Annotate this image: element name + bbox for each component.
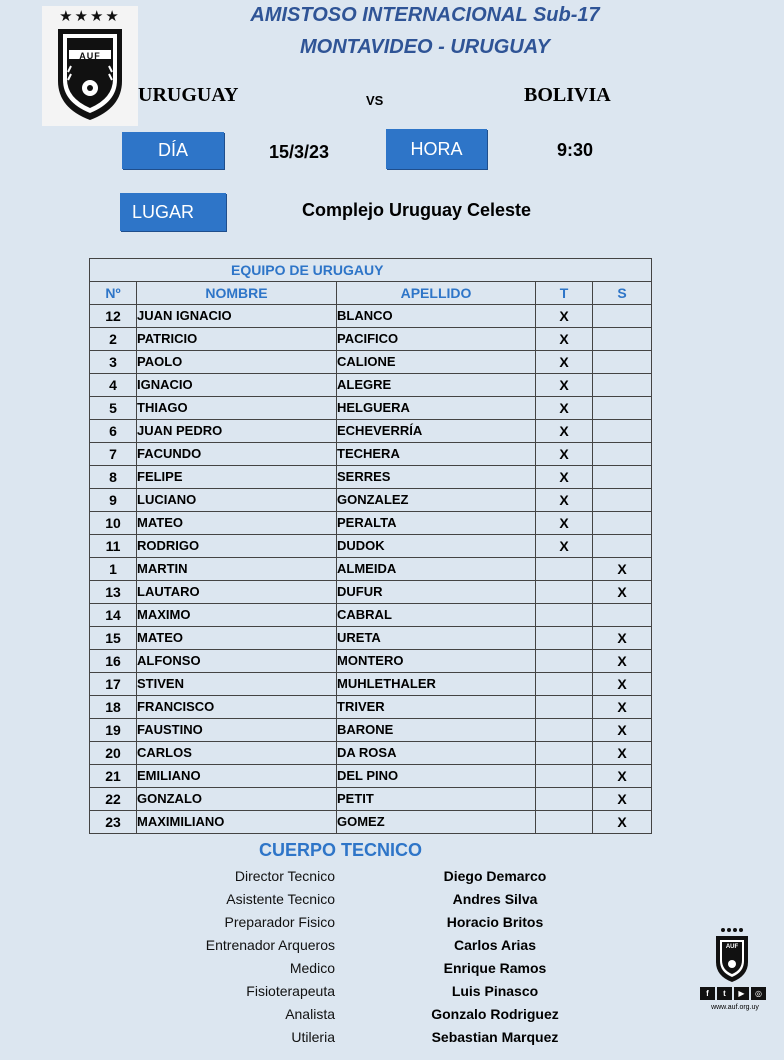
player-number: 12 — [90, 305, 137, 328]
substitute-mark: X — [593, 558, 652, 581]
instagram-icon[interactable]: ◎ — [751, 987, 766, 1000]
roster-table — [89, 258, 652, 834]
substitute-mark — [593, 328, 652, 351]
table-row — [90, 558, 652, 581]
substitute-mark — [593, 420, 652, 443]
substitute-mark: X — [593, 719, 652, 742]
player-number: 23 — [90, 811, 137, 834]
player-number: 3 — [90, 351, 137, 374]
crest-stars: ★★★★ — [59, 8, 121, 25]
player-surname: PACIFICO — [337, 328, 536, 351]
substitute-mark: X — [593, 765, 652, 788]
player-surname: DA ROSA — [337, 742, 536, 765]
table-row — [90, 443, 652, 466]
starter-mark — [536, 742, 593, 765]
table-row — [90, 719, 652, 742]
staff-role: Fisioterapeuta — [246, 983, 335, 999]
player-number: 19 — [90, 719, 137, 742]
table-row — [90, 696, 652, 719]
facebook-icon[interactable]: f — [700, 987, 715, 1000]
player-name: MATEO — [137, 627, 337, 650]
player-name: FRANCISCO — [137, 696, 337, 719]
player-surname: CALIONE — [337, 351, 536, 374]
column-header-row — [90, 282, 652, 305]
table-row — [90, 535, 652, 558]
player-number: 18 — [90, 696, 137, 719]
player-surname: ALMEIDA — [337, 558, 536, 581]
starter-mark — [536, 558, 593, 581]
place-value: Complejo Uruguay Celeste — [302, 200, 532, 220]
substitute-mark: X — [593, 811, 652, 834]
player-name: STIVEN — [137, 673, 337, 696]
starter-mark — [536, 765, 593, 788]
substitute-mark: X — [593, 581, 652, 604]
player-name: JUAN PEDRO — [137, 420, 337, 443]
player-surname: PETIT — [337, 788, 536, 811]
starter-mark: X — [536, 397, 593, 420]
substitute-mark — [593, 489, 652, 512]
staff-role: Director Tecnico — [234, 868, 335, 884]
table-row — [90, 328, 652, 351]
substitute-mark — [593, 305, 652, 328]
player-surname: BARONE — [337, 719, 536, 742]
player-surname: TECHERA — [337, 443, 536, 466]
player-name: MAXIMO — [137, 604, 337, 627]
player-surname: MUHLETHALER — [337, 673, 536, 696]
match-title: AMISTOSO INTERNACIONAL Sub-17 — [250, 4, 600, 26]
staff-role: Entrenador Arqueros — [205, 937, 335, 953]
player-name: FACUNDO — [137, 443, 337, 466]
player-number: 5 — [90, 397, 137, 420]
table-row — [90, 512, 652, 535]
away-team: BOLIVIA — [524, 84, 611, 106]
player-surname: ALEGRE — [337, 374, 536, 397]
staff-role: Preparador Fisico — [224, 914, 335, 930]
player-name: JUAN IGNACIO — [137, 305, 337, 328]
player-number: 8 — [90, 466, 137, 489]
player-surname: MONTERO — [337, 650, 536, 673]
team-header-row — [90, 259, 652, 282]
vs-label: VS — [366, 93, 384, 108]
substitute-mark — [593, 374, 652, 397]
player-number: 2 — [90, 328, 137, 351]
table-row — [90, 374, 652, 397]
player-name: RODRIGO — [137, 535, 337, 558]
staff-name: Andres Silva — [452, 891, 538, 907]
staff-role: Utileria — [291, 1029, 335, 1045]
player-surname: CABRAL — [337, 604, 536, 627]
player-number: 14 — [90, 604, 137, 627]
staff-name: Horacio Britos — [446, 914, 544, 930]
starter-mark — [536, 788, 593, 811]
starter-mark — [536, 650, 593, 673]
col-header-name: NOMBRE — [137, 282, 337, 305]
col-header-num: Nº — [90, 282, 137, 305]
starter-mark: X — [536, 351, 593, 374]
table-row — [90, 811, 652, 834]
twitter-icon[interactable]: t — [717, 987, 732, 1000]
player-number: 10 — [90, 512, 137, 535]
starter-mark: X — [536, 328, 593, 351]
player-number: 1 — [90, 558, 137, 581]
staff-title: CUERPO TECNICO — [259, 840, 423, 860]
starter-mark: X — [536, 443, 593, 466]
player-name: IGNACIO — [137, 374, 337, 397]
player-number: 4 — [90, 374, 137, 397]
social-icons — [700, 987, 766, 1000]
player-number: 20 — [90, 742, 137, 765]
player-surname: GOMEZ — [337, 811, 536, 834]
staff-name: Enrique Ramos — [443, 960, 547, 976]
player-surname: URETA — [337, 627, 536, 650]
starter-mark: X — [536, 489, 593, 512]
player-surname: DUDOK — [337, 535, 536, 558]
substitute-mark — [593, 397, 652, 420]
staff-name: Sebastian Marquez — [431, 1029, 559, 1045]
time-value: 9:30 — [557, 140, 594, 160]
table-row — [90, 650, 652, 673]
starter-mark: X — [536, 535, 593, 558]
player-name: ALFONSO — [137, 650, 337, 673]
staff-name: Gonzalo Rodriguez — [431, 1006, 559, 1022]
time-label-box: HORA — [386, 129, 487, 169]
starter-mark — [536, 811, 593, 834]
player-number: 17 — [90, 673, 137, 696]
starter-mark — [536, 581, 593, 604]
table-row — [90, 673, 652, 696]
substitute-mark — [593, 443, 652, 466]
substitute-mark — [593, 351, 652, 374]
player-name: MAXIMILIANO — [137, 811, 337, 834]
starter-mark: X — [536, 466, 593, 489]
staff-name: Carlos Arias — [454, 937, 536, 953]
player-name: FAUSTINO — [137, 719, 337, 742]
day-label-box: DÍA — [122, 132, 224, 169]
player-number: 15 — [90, 627, 137, 650]
table-row — [90, 351, 652, 374]
substitute-mark: X — [593, 650, 652, 673]
player-name: LAUTARO — [137, 581, 337, 604]
table-row — [90, 305, 652, 328]
youtube-icon[interactable]: ▶ — [734, 987, 749, 1000]
substitute-mark: X — [593, 627, 652, 650]
starter-mark — [536, 627, 593, 650]
starter-mark — [536, 673, 593, 696]
player-number: 7 — [90, 443, 137, 466]
staff-role: Medico — [289, 960, 335, 976]
staff-name: Luis Pinasco — [451, 983, 539, 999]
crest-letters: AUF — [79, 51, 101, 61]
substitute-mark: X — [593, 673, 652, 696]
player-number: 21 — [90, 765, 137, 788]
table-row — [90, 420, 652, 443]
small-crest-icon — [714, 926, 750, 984]
table-row — [90, 627, 652, 650]
table-row — [90, 788, 652, 811]
player-surname: PERALTA — [337, 512, 536, 535]
player-surname: HELGUERA — [337, 397, 536, 420]
player-number: 6 — [90, 420, 137, 443]
player-number: 13 — [90, 581, 137, 604]
table-row — [90, 765, 652, 788]
small-crest-letters: AUF — [725, 944, 739, 950]
player-name: PAOLO — [137, 351, 337, 374]
substitute-mark: X — [593, 696, 652, 719]
table-row — [90, 581, 652, 604]
player-surname: DEL PINO — [337, 765, 536, 788]
player-name: FELIPE — [137, 466, 337, 489]
staff-role: Asistente Tecnico — [226, 891, 335, 907]
player-surname: SERRES — [337, 466, 536, 489]
home-team: URUGUAY — [138, 84, 239, 106]
starter-mark: X — [536, 420, 593, 443]
starter-mark: X — [536, 305, 593, 328]
player-name: THIAGO — [137, 397, 337, 420]
website-link[interactable]: www.auf.org.uy — [711, 1004, 759, 1011]
player-number: 11 — [90, 535, 137, 558]
substitute-mark — [593, 604, 652, 627]
player-name: LUCIANO — [137, 489, 337, 512]
player-surname: TRIVER — [337, 696, 536, 719]
table-row — [90, 604, 652, 627]
player-name: EMILIANO — [137, 765, 337, 788]
player-surname: DUFUR — [337, 581, 536, 604]
table-row — [90, 397, 652, 420]
player-name: CARLOS — [137, 742, 337, 765]
player-number: 16 — [90, 650, 137, 673]
player-surname: GONZALEZ — [337, 489, 536, 512]
table-row — [90, 742, 652, 765]
table-row — [90, 489, 652, 512]
table-row — [90, 466, 652, 489]
substitute-mark — [593, 535, 652, 558]
staff-name: Diego Demarco — [443, 868, 547, 884]
player-name: MARTIN — [137, 558, 337, 581]
col-header-s: S — [593, 282, 652, 305]
shield-icon — [55, 26, 125, 122]
team-header: EQUIPO DE URUGAUY — [90, 259, 652, 282]
player-name: GONZALO — [137, 788, 337, 811]
player-surname: ECHEVERRÍA — [337, 420, 536, 443]
starter-mark — [536, 604, 593, 627]
player-name: MATEO — [137, 512, 337, 535]
substitute-mark — [593, 512, 652, 535]
auf-crest-logo — [42, 6, 138, 126]
substitute-mark: X — [593, 742, 652, 765]
starter-mark — [536, 696, 593, 719]
substitute-mark — [593, 466, 652, 489]
player-name: PATRICIO — [137, 328, 337, 351]
starter-mark — [536, 719, 593, 742]
starter-mark: X — [536, 374, 593, 397]
player-number: 9 — [90, 489, 137, 512]
player-number: 22 — [90, 788, 137, 811]
starter-mark: X — [536, 512, 593, 535]
place-label-box: LUGAR — [120, 193, 226, 231]
col-header-surname: APELLIDO — [337, 282, 536, 305]
match-location-title: MONTAVIDEO - URUGUAY — [300, 36, 550, 58]
player-surname: BLANCO — [337, 305, 536, 328]
substitute-mark: X — [593, 788, 652, 811]
day-value: 15/3/23 — [269, 142, 330, 162]
col-header-t: T — [536, 282, 593, 305]
staff-role: Analista — [285, 1006, 335, 1022]
